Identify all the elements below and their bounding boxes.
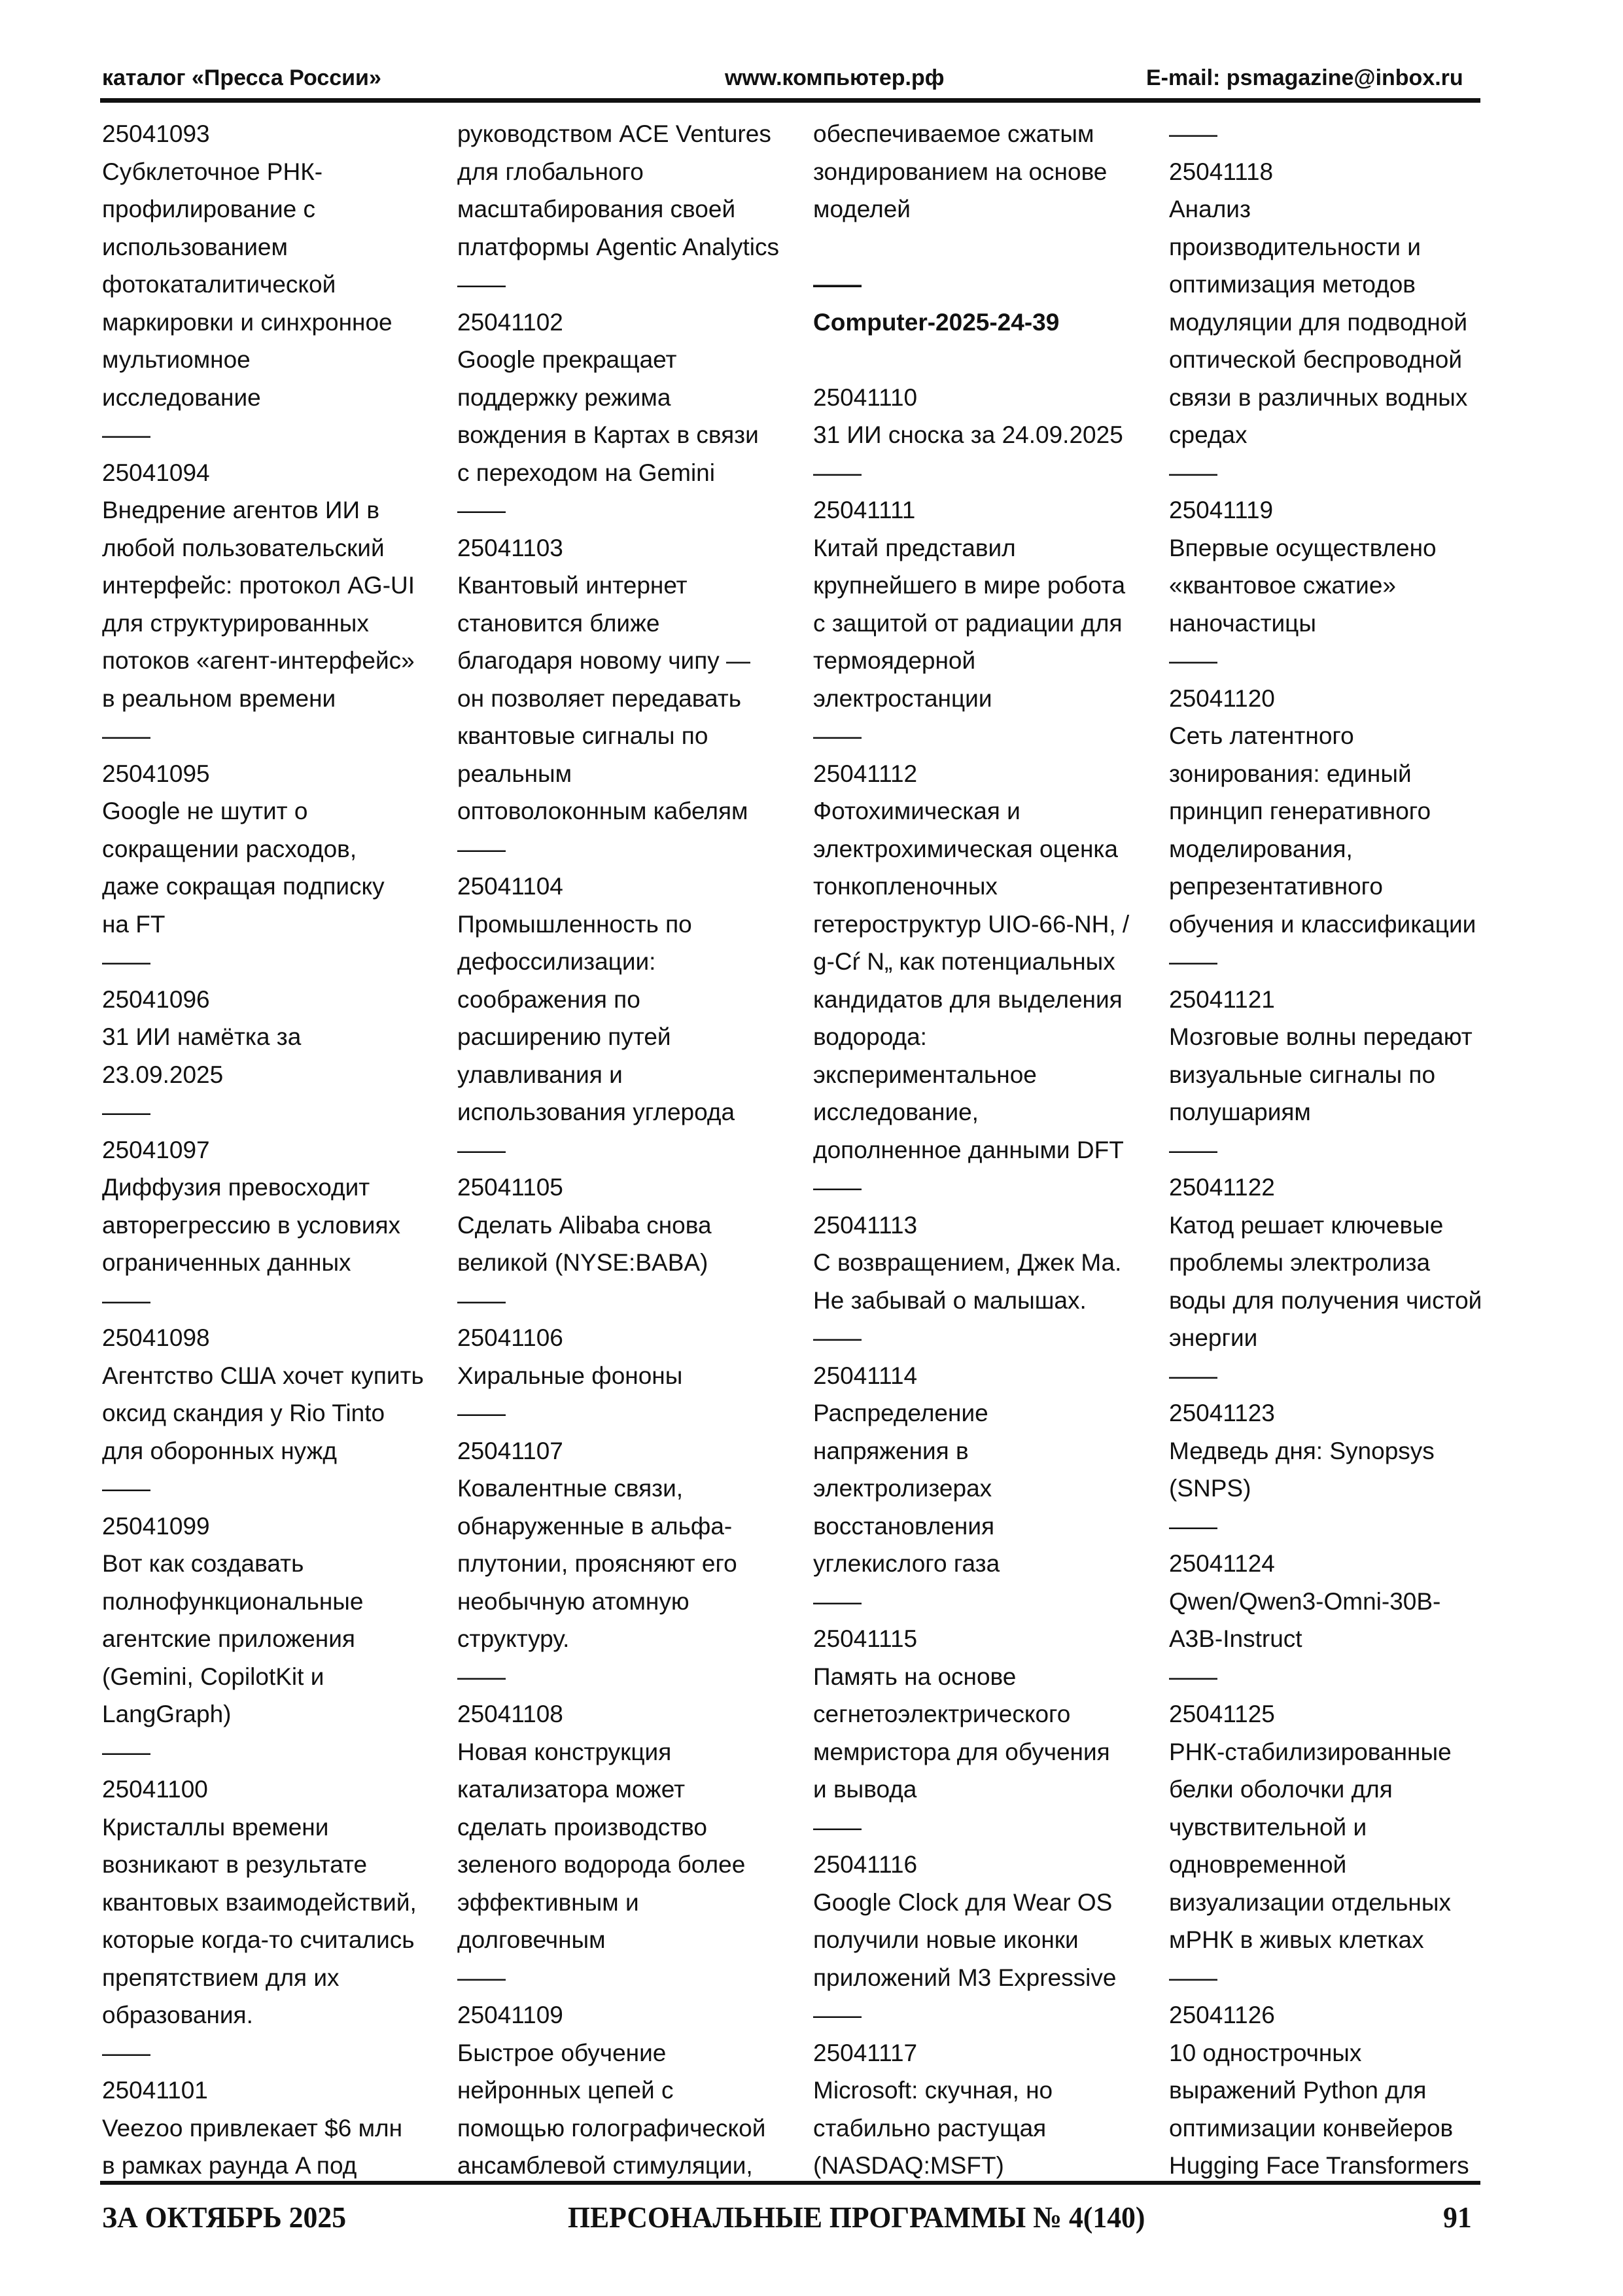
separator: —— [457, 1400, 506, 1426]
text-line: становится ближе [457, 609, 660, 637]
separator: —— [813, 459, 862, 486]
separator: —— [1169, 1964, 1217, 1991]
text-line: (Gemini, CopilotKit и [102, 1663, 324, 1690]
text-line: фотокаталитической [102, 271, 336, 298]
text-line: Ковалентные связи, [457, 1475, 684, 1502]
text-line: зонирования: единый [1169, 760, 1412, 787]
column-4 [1169, 115, 1509, 2185]
text-line: возникают в результате [102, 1851, 368, 1878]
text-line: восстановления [813, 1512, 995, 1540]
separator: —— [102, 1475, 150, 1502]
article-id: 25041101 [102, 2077, 208, 2104]
text-line: оптимизация методов [1169, 271, 1416, 298]
article-id: 25041098 [102, 1324, 210, 1351]
separator: —— [813, 1587, 862, 1615]
text-line: использованием [102, 233, 288, 260]
text-line: агентские приложения [102, 1625, 355, 1652]
text-line: гетероструктур UIO-66-NH, / [813, 910, 1130, 938]
text-line: образования. [102, 2002, 253, 2028]
article-id: 25041107 [457, 1437, 563, 1464]
text-line: ограниченных данных [102, 1249, 351, 1276]
text-line: кандидатов для выделения [813, 985, 1123, 1013]
separator: —— [1169, 120, 1217, 147]
text-line: водорода: [813, 1023, 927, 1050]
text-line: визуализации отдельных [1169, 1888, 1451, 1916]
separator: —— [102, 421, 150, 448]
article-id: 25041114 [813, 1362, 918, 1389]
column-2 [457, 115, 797, 2185]
text-line: с защитой от радиации для [813, 609, 1123, 637]
separator: —— [813, 722, 862, 749]
text-line: Медведь дня: Synopsys [1169, 1437, 1435, 1464]
article-id: 25041096 [102, 985, 210, 1013]
text-line: (NASDAQ:MSFT) [813, 2152, 1004, 2179]
text-line: интерфейс: протокол AG-UI [102, 572, 415, 599]
separator: —— [102, 1738, 150, 1765]
text-line: Фотохимическая и [813, 798, 1021, 824]
article-id: 25041095 [102, 760, 210, 787]
separator: —— [457, 497, 506, 523]
text-line: плутонии, проясняют его [457, 1550, 737, 1577]
text-line: Hugging Face Transformers [1169, 2152, 1469, 2179]
article-id: 25041093 [102, 120, 210, 147]
text-line: Внедрение агентов ИИ в [102, 497, 380, 523]
text-line: он позволяет передавать [457, 684, 742, 712]
text-line: (SNPS) [1169, 1475, 1251, 1502]
text-line: руководством ACE Ventures [457, 120, 771, 147]
text-line: мемристора для обучения [813, 1738, 1110, 1765]
text-line: Субклеточное РНК- [102, 158, 323, 185]
separator: —— [1169, 1136, 1217, 1163]
article-id: 25041121 [1169, 985, 1275, 1013]
text-line: g-Cŕ N„ как потенциальных [813, 948, 1115, 975]
text-line: зондированием на основе [813, 158, 1108, 185]
header-rule [100, 98, 1480, 103]
article-id: 25041097 [102, 1136, 210, 1163]
text-line: Qwen/Qwen3-Omni-30B- [1169, 1587, 1441, 1615]
text-line: дефоссилизации: [457, 948, 656, 975]
article-id: 25041124 [1169, 1550, 1275, 1577]
text-line: помощью голографической [457, 2114, 766, 2142]
text-line: получили новые иконки [813, 1926, 1079, 1953]
article-id: 25041125 [1169, 1701, 1275, 1727]
text-line: 31 ИИ намётка за [102, 1023, 302, 1050]
text-line: углекислого газа [813, 1550, 1000, 1577]
text-line: поддержку режима [457, 383, 671, 411]
text-line: производительности и [1169, 233, 1421, 260]
text-line: сокращении расходов, [102, 835, 357, 862]
text-line: Microsoft: скучная, но [813, 2077, 1053, 2104]
separator: —— [813, 1324, 862, 1351]
text-line: обнаруженные в альфа- [457, 1512, 733, 1540]
text-line: любой пользовательский [102, 534, 385, 561]
text-line: необычную атомную [457, 1587, 689, 1615]
article-id: 25041106 [457, 1324, 563, 1351]
text-line: Катод решает ключевые [1169, 1211, 1444, 1239]
text-line: электростанции [813, 684, 992, 712]
text-line: оптической беспроводной [1169, 346, 1463, 373]
separator: —— [102, 948, 150, 975]
separator: —— [1169, 459, 1217, 486]
text-line: Google Clock для Wear OS [813, 1888, 1113, 1916]
text-line: полнофункциональные [102, 1587, 364, 1615]
text-line: Впервые осуществлено [1169, 534, 1437, 561]
text-line: 10 однострочных [1169, 2039, 1362, 2066]
text-line: профилирование с [102, 196, 315, 222]
text-line: исследование, [813, 1099, 979, 1125]
text-line: электролизерах [813, 1475, 992, 1502]
text-line: приложений M3 Expressive [813, 1964, 1117, 1991]
separator: —— [457, 1663, 506, 1690]
text-line: великой (NYSE:BABA) [457, 1249, 708, 1276]
article-id: 25041115 [813, 1625, 918, 1652]
text-line: потоков «агент-интерфейс» [102, 647, 415, 674]
text-line: Диффузия превосходит [102, 1174, 370, 1201]
separator: —— [457, 1286, 506, 1314]
text-line: энергии [1169, 1324, 1258, 1351]
column-1 [102, 115, 442, 2185]
text-line: наночастицы [1169, 609, 1316, 637]
text-line: средах [1169, 421, 1248, 448]
separator: —— [457, 1136, 506, 1163]
text-line: препятствием для их [102, 1964, 340, 1991]
article-id: 25041111 [813, 497, 916, 523]
text-line: проблемы электролиза [1169, 1249, 1431, 1276]
text-line: квантовых взаимодействий, [102, 1888, 417, 1916]
article-id: 25041117 [813, 2039, 918, 2066]
text-line: белки оболочки для [1169, 1776, 1393, 1803]
text-line: Кристаллы времени [102, 1813, 329, 1841]
article-id: 25041116 [813, 1851, 918, 1878]
text-line: Хиральные фононы [457, 1362, 683, 1389]
text-line: даже сокращая подписку [102, 873, 385, 900]
text-line: соображения по [457, 985, 640, 1013]
separator: —— [813, 1813, 862, 1841]
separator: —— [1169, 1512, 1217, 1540]
text-line: улавливания и [457, 1061, 623, 1088]
text-line: экспериментальное [813, 1061, 1037, 1088]
text-line: платформы Agentic Analytics [457, 233, 779, 260]
text-line: с переходом на Gemini [457, 459, 715, 486]
text-line: маркировки и синхронное [102, 308, 393, 336]
text-line: Мозговые волны передают [1169, 1023, 1473, 1050]
separator: —— [1169, 1362, 1217, 1389]
text-line: термоядерной [813, 647, 976, 674]
separator: —— [102, 1286, 150, 1314]
article-id: 25041123 [1169, 1400, 1275, 1426]
article-id: 25041122 [1169, 1174, 1275, 1201]
text-line: A3B-Instruct [1169, 1625, 1302, 1652]
text-line: мультиомное [102, 346, 251, 373]
text-line: РНК-стабилизированные [1169, 1738, 1452, 1765]
blank-line [813, 228, 1153, 266]
text-line: Анализ [1169, 196, 1251, 222]
text-line: структуру. [457, 1625, 570, 1652]
text-line: Промышленность по [457, 910, 692, 938]
text-line: Google прекращает [457, 346, 677, 373]
text-line: эффективным и [457, 1888, 639, 1916]
article-id: 25041120 [1169, 684, 1275, 712]
article-id: 25041110 [813, 383, 918, 411]
article-id: 25041102 [457, 308, 563, 336]
section-heading: Computer-2025-24-39 [813, 308, 1060, 336]
text-line: полушариям [1169, 1099, 1311, 1125]
text-line: одновременной [1169, 1851, 1347, 1878]
article-id: 25041109 [457, 2002, 563, 2028]
text-line: вождения в Картах в связи [457, 421, 759, 448]
text-line: сегнетоэлектрического [813, 1701, 1071, 1727]
text-line: которые когда-то считались [102, 1926, 415, 1953]
header-website: www.компьютер.рф [725, 65, 945, 90]
text-line: Сеть латентного [1169, 722, 1354, 749]
article-id: 25041113 [813, 1211, 918, 1239]
text-line: сделать производство [457, 1813, 707, 1841]
article-id: 25041126 [1169, 2002, 1275, 2028]
text-line: зеленого водорода более [457, 1851, 746, 1878]
text-line: модуляции для подводной [1169, 308, 1468, 336]
text-line: благодаря новому чипу — [457, 647, 751, 674]
article-id: 25041119 [1169, 497, 1274, 523]
separator: —— [457, 1964, 506, 1991]
text-line: Новая конструкция [457, 1738, 672, 1765]
text-line: репрезентативного [1169, 873, 1383, 900]
text-line: Китай представил [813, 534, 1016, 561]
text-line: принцип генеративного [1169, 798, 1431, 824]
text-line: масштабирования своей [457, 196, 736, 222]
text-line: исследование [102, 383, 261, 411]
text-line: авторегрессию в условиях [102, 1211, 400, 1239]
text-line: обеспечиваемое сжатым [813, 120, 1094, 147]
text-line: мРНК в живых клетках [1169, 1926, 1424, 1953]
article-id: 25041104 [457, 873, 563, 900]
text-line: долговечным [457, 1926, 606, 1953]
text-line: дополненное данными DFT [813, 1136, 1124, 1163]
text-line: моделирования, [1169, 835, 1353, 862]
separator: —— [1169, 948, 1217, 975]
text-line: Агентство США хочет купить [102, 1362, 424, 1389]
text-line: крупнейшего в мире робота [813, 572, 1126, 599]
article-id: 25041100 [102, 1776, 208, 1803]
separator: —— [102, 722, 150, 749]
text-line: Квантовый интернет [457, 572, 688, 599]
header-catalog: каталог «Пресса России» [102, 65, 381, 90]
header-email: E-mail: psmagazine@inbox.ru [1146, 65, 1463, 90]
text-line: ансамблевой стимуляции, [457, 2152, 753, 2179]
text-line: Не забывай о малышах. [813, 1286, 1087, 1314]
text-line: воды для получения чистой [1169, 1286, 1482, 1314]
text-line: Распределение [813, 1400, 988, 1426]
text-line: Сделать Alibaba снова [457, 1211, 712, 1239]
text-line: выражений Python для [1169, 2077, 1427, 2104]
text-line: Google не шутит о [102, 798, 308, 824]
article-id: 25041099 [102, 1512, 210, 1540]
text-line: Veezoo привлекает $6 млн [102, 2114, 403, 2142]
separator: —— [813, 271, 862, 298]
text-line: для глобального [457, 158, 644, 185]
separator: —— [813, 2002, 862, 2028]
article-id: 25041094 [102, 459, 210, 486]
text-line: использования углерода [457, 1099, 735, 1125]
article-id: 25041112 [813, 760, 918, 787]
article-id: 25041105 [457, 1174, 563, 1201]
text-line: катализатора может [457, 1776, 686, 1803]
footer-magazine-title: ПЕРСОНАЛЬНЫЕ ПРОГРАММЫ № 4(140) [568, 2200, 1145, 2234]
separator: —— [457, 835, 506, 862]
text-line: «квантовое сжатие» [1169, 572, 1397, 599]
text-line: 23.09.2025 [102, 1061, 224, 1088]
text-line: для структурированных [102, 609, 369, 637]
text-line: напряжения в [813, 1437, 969, 1464]
text-line: Быстрое обучение [457, 2039, 667, 2066]
text-line: визуальные сигналы по [1169, 1061, 1436, 1088]
separator: —— [1169, 1663, 1217, 1690]
separator: —— [457, 271, 506, 298]
separator: —— [1169, 647, 1217, 674]
text-line: обучения и классификации [1169, 910, 1476, 938]
article-id: 25041108 [457, 1701, 563, 1727]
text-line: расширению путей [457, 1023, 671, 1050]
footer-rule [100, 2181, 1480, 2185]
text-line: квантовые сигналы по [457, 722, 708, 749]
separator: —— [813, 1174, 862, 1201]
text-line: реальным [457, 760, 572, 787]
text-line: Вот как создавать [102, 1550, 304, 1577]
text-line: стабильно растущая [813, 2114, 1047, 2142]
text-line: нейронных цепей с [457, 2077, 674, 2104]
text-line: LangGraph) [102, 1701, 232, 1727]
separator: —— [102, 1099, 150, 1125]
blank-line [813, 341, 1153, 379]
page-number: 91 [1443, 2200, 1472, 2234]
text-line: в реальном времени [102, 684, 336, 712]
text-line: оптоволоконным кабелям [457, 798, 748, 824]
column-3 [813, 115, 1153, 2185]
article-id: 25041118 [1169, 158, 1274, 185]
text-line: в рамках раунда A под [102, 2152, 357, 2179]
text-line: на FT [102, 910, 166, 938]
text-line: чувствительной и [1169, 1813, 1367, 1841]
text-line: и вывода [813, 1776, 917, 1803]
text-line: связи в различных водных [1169, 383, 1468, 411]
separator: —— [102, 2039, 150, 2066]
footer-issue-date: ЗА ОКТЯБРЬ 2025 [102, 2200, 347, 2234]
text-line: С возвращением, Джек Ма. [813, 1249, 1122, 1276]
text-line: моделей [813, 196, 911, 222]
text-line: тонкопленочных [813, 873, 998, 900]
article-id: 25041103 [457, 534, 563, 561]
text-line: электрохимическая оценка [813, 835, 1118, 862]
text-line: оптимизации конвейеров [1169, 2114, 1454, 2142]
text-line: оксид скандия у Rio Tinto [102, 1400, 385, 1426]
text-line: для оборонных нужд [102, 1437, 337, 1464]
text-line: 31 ИИ сноска за 24.09.2025 [813, 421, 1123, 448]
text-line: Память на основе [813, 1663, 1017, 1690]
